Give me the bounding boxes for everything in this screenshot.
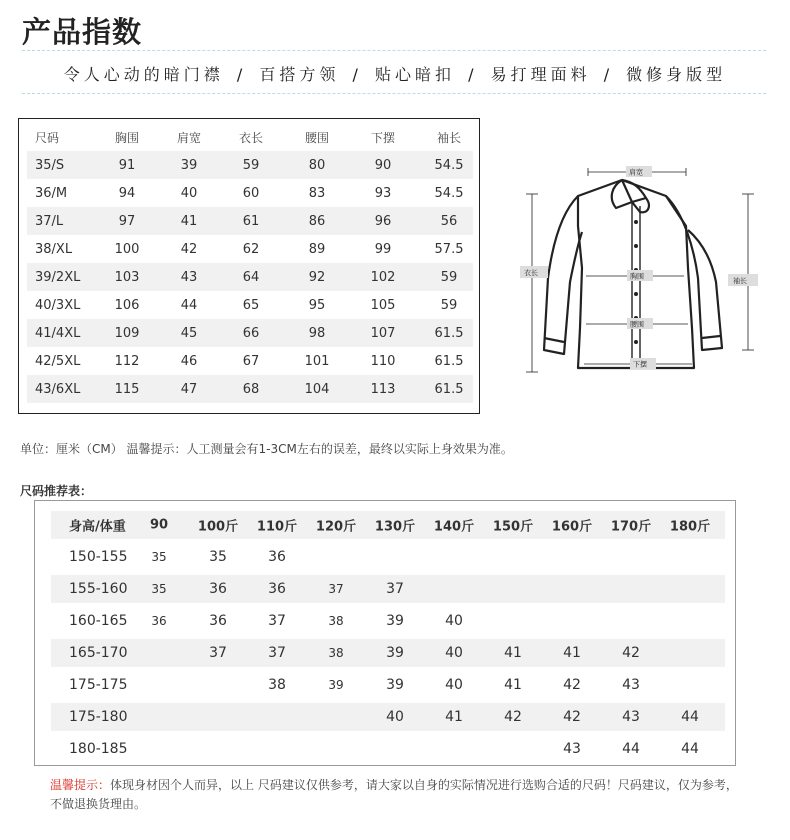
recommendation-cell: 43: [563, 741, 581, 757]
size-table-cell: 61.5: [434, 353, 464, 369]
size-table-cell: 96: [374, 213, 392, 229]
recommendation-cell: 37: [386, 581, 404, 597]
size-table-cell: 105: [370, 297, 396, 313]
size-table-row: [27, 207, 473, 235]
size-table-cell: 80: [308, 157, 326, 173]
slogan-separator: /: [352, 65, 362, 84]
recommendation-cell: 41: [504, 677, 522, 693]
recommendation-cell: 35: [151, 582, 167, 596]
recommendation-header-cell: 170斤: [610, 519, 652, 535]
slogan: [0, 62, 790, 85]
size-table-cell: 66: [242, 325, 260, 341]
recommendation-row: [51, 607, 725, 635]
size-table-cell: 61.5: [434, 325, 464, 341]
size-table-header: [27, 123, 473, 151]
size-table-cell: 37/L: [35, 213, 64, 229]
size-table-cell: 113: [370, 381, 396, 397]
size-table-cell: 83: [308, 185, 326, 201]
slogan-separator: /: [236, 65, 247, 84]
warm-tip-label: 温馨提示：: [50, 778, 111, 792]
recommendation-cell: 40: [445, 677, 463, 693]
size-table-cell: 61: [242, 213, 260, 229]
size-table-cell: 42: [180, 241, 198, 257]
hem-label: 下摆: [633, 360, 647, 369]
size-table-cell: 60: [242, 185, 260, 201]
size-table-cell: 97: [118, 213, 136, 229]
size-table-cell: 40/3XL: [35, 297, 81, 313]
shirt-right-sleeve: [666, 196, 722, 350]
size-table-cell: 46: [180, 353, 198, 369]
recommendation-cell: 43: [622, 677, 640, 693]
size-table-cell: 56: [440, 213, 458, 229]
size-table-cell: 43/6XL: [35, 381, 81, 397]
recommendation-cell: 38: [328, 646, 344, 660]
size-table-cell: 39: [180, 157, 198, 173]
recommendation-title: 尺码推荐表：: [20, 484, 93, 498]
recommendation-row: [51, 703, 725, 731]
recommendation-cell: 44: [681, 741, 699, 757]
length-label: 衣长: [524, 269, 538, 277]
size-table-cell: 35/S: [35, 157, 65, 173]
size-table-cell: 104: [304, 381, 330, 397]
size-table-header-cell: 下摆: [370, 130, 396, 145]
recommendation-cell: 36: [151, 614, 167, 628]
slogan-item: 易打理面料: [490, 65, 591, 84]
size-table-header-cell: 腰围: [304, 130, 330, 145]
size-table-cell: 90: [374, 157, 392, 173]
size-table-cell: 65: [242, 297, 260, 313]
recommendation-cell: 42: [622, 645, 640, 661]
size-table-cell: 57.5: [434, 241, 464, 257]
recommendation-cell: 35: [151, 550, 167, 564]
recommendation-cell: 42: [563, 677, 581, 693]
size-table-row: [27, 235, 473, 263]
recommendation-header-cell: 120斤: [315, 519, 357, 535]
size-table-cell: 41/4XL: [35, 325, 81, 341]
size-table-row: [27, 263, 473, 291]
waist-label: 腰围: [630, 320, 644, 329]
size-table-cell: 102: [370, 269, 396, 285]
size-table-cell: 68: [242, 381, 260, 397]
size-table-cell: 43: [180, 269, 198, 285]
size-table-cell: 61.5: [434, 381, 464, 397]
size-table-cell: 112: [114, 353, 140, 369]
recommendation-header-cell: 90: [149, 517, 169, 533]
recommendation-row: [51, 639, 725, 667]
size-table-cell: 109: [114, 325, 140, 341]
size-table-cell: 106: [114, 297, 140, 313]
recommendation-cell: 39: [386, 677, 404, 693]
size-table-cell: 101: [304, 353, 330, 369]
recommendation-cell: 40: [445, 645, 463, 661]
size-table-cell: 99: [374, 241, 392, 257]
recommendation-cell: 36: [268, 549, 286, 565]
slogan-divider: [22, 93, 766, 94]
recommendation-row: [51, 575, 725, 603]
recommendation-header-cell: 130斤: [374, 519, 416, 535]
slogan-item: 微修身版型: [626, 65, 727, 84]
warm-tip: [50, 776, 740, 814]
size-table-cell: 59: [440, 269, 458, 285]
size-table-cell: 36/M: [35, 185, 68, 201]
recommendation-cell: 44: [622, 741, 640, 757]
size-table-cell: 41: [180, 213, 198, 229]
recommendation-cell: 160-165: [69, 613, 128, 629]
slogan-separator: /: [603, 65, 614, 84]
recommendation-cell: 36: [209, 581, 227, 597]
recommendation-cell: 37: [268, 645, 286, 661]
recommendation-header-cell: 150斤: [492, 519, 534, 535]
recommendation-header-cell: 110斤: [256, 519, 298, 535]
size-table-cell: 59: [242, 157, 260, 173]
size-table-cell: 89: [308, 241, 326, 257]
recommendation-cell: 41: [563, 645, 581, 661]
recommendation-header: [51, 511, 725, 539]
recommendation-cell: 38: [268, 677, 286, 693]
size-table-cell: 39/2XL: [35, 269, 81, 285]
recommendation-cell: 155-160: [69, 581, 128, 597]
size-table-row: [27, 291, 473, 319]
recommendation-cell: 40: [386, 709, 404, 725]
shoulder-label: 肩宽: [629, 168, 643, 177]
size-table-row: [27, 375, 473, 403]
recommendation-cell: 42: [563, 709, 581, 725]
recommendation-row: [51, 735, 725, 763]
recommendation-cell: 43: [622, 709, 640, 725]
size-table-row: [27, 179, 473, 207]
recommendation-cell: 175-180: [69, 709, 128, 725]
recommendation-cell: 37: [328, 582, 344, 596]
size-table-header-cell: 袖长: [436, 130, 462, 145]
warm-tip-text: 体现身材因个人而异，以上 尺码建议仅供参考，请大家以自身的实际情况进行选购合适的尺码！尺码建议，仅为参考，不做退换货理由。: [50, 778, 738, 811]
recommendation-cell: 42: [504, 709, 522, 725]
recommendation-cell: 39: [386, 645, 404, 661]
recommendation-header-cell: 100斤: [197, 519, 239, 535]
recommendation-cell: 36: [209, 613, 227, 629]
recommendation-cell: 35: [209, 549, 227, 565]
recommendation-cell: 44: [681, 709, 699, 725]
recommendation-row: [51, 671, 725, 699]
recommendation-header-cell: 180斤: [669, 519, 711, 535]
recommendation-cell: 39: [328, 678, 344, 692]
shirt-measurement-diagram: [516, 158, 761, 378]
size-table-cell: 98: [308, 325, 326, 341]
size-table-cell: 54.5: [434, 185, 464, 201]
size-table-cell: 44: [180, 297, 198, 313]
size-table-row: [27, 151, 473, 179]
recommendation-header-cell: 身高/体重: [69, 519, 126, 535]
size-table-header-cell: 衣长: [238, 130, 264, 145]
size-table-row: [27, 347, 473, 375]
size-table-cell: 107: [370, 325, 396, 341]
size-table-cell: 64: [242, 269, 260, 285]
size-table-cell: 54.5: [434, 157, 464, 173]
size-table-cell: 93: [374, 185, 392, 201]
recommendation-cell: 41: [445, 709, 463, 725]
size-table-cell: 92: [308, 269, 326, 285]
size-recommendation-table: [34, 500, 736, 766]
size-table-header-cell: 尺码: [35, 130, 60, 145]
slogan-item: 百搭方领: [259, 65, 340, 84]
size-table-cell: 47: [180, 381, 198, 397]
recommendation-cell: 37: [209, 645, 227, 661]
slogan-item: 贴心暗扣: [374, 65, 455, 84]
recommendation-cell: 180-185: [69, 741, 128, 757]
recommendation-header-cell: 160斤: [551, 519, 593, 535]
size-table-cell: 38/XL: [35, 241, 73, 257]
shirt-left-sleeve: [544, 196, 582, 354]
size-table-header-cell: 肩宽: [176, 130, 202, 145]
recommendation-cell: 165-170: [69, 645, 128, 661]
size-table-cell: 103: [114, 269, 140, 285]
recommendation-row: [51, 543, 725, 571]
shirt-collar: [612, 180, 649, 212]
page-title: 产品指数: [22, 15, 143, 49]
size-table-cell: 62: [242, 241, 260, 257]
recommendation-cell: 37: [268, 613, 286, 629]
recommendation-cell: 175-175: [69, 677, 128, 693]
size-table-header-cell: 胸围: [114, 130, 140, 145]
size-table-cell: 45: [180, 325, 198, 341]
recommendation-cell: 38: [328, 614, 344, 628]
size-table-cell: 40: [180, 185, 198, 201]
size-table-cell: 94: [118, 185, 136, 201]
size-table-row: [27, 319, 473, 347]
size-table-cell: 67: [242, 353, 260, 369]
recommendation-cell: 36: [268, 581, 286, 597]
size-table-cell: 100: [114, 241, 140, 257]
size-table-cell: 110: [370, 353, 396, 369]
sleeve-label: 袖长: [733, 277, 747, 285]
unit-note: 单位：厘米（CM） 温馨提示：人工测量会有1-3CM左右的误差，最终以实际上身效果为准。: [20, 442, 513, 456]
size-table-cell: 59: [440, 297, 458, 313]
recommendation-cell: 40: [445, 613, 463, 629]
title-divider: [22, 50, 766, 51]
recommendation-cell: 41: [504, 645, 522, 661]
slogan-item: 令人心动的暗门襟: [63, 65, 224, 84]
slogan-separator: /: [468, 65, 478, 84]
size-table-cell: 115: [114, 381, 140, 397]
recommendation-cell: 39: [386, 613, 404, 629]
size-table: [18, 118, 480, 414]
chest-label: 胸围: [630, 272, 644, 281]
size-table-cell: 91: [118, 157, 136, 173]
recommendation-cell: 150-155: [69, 549, 128, 565]
size-table-cell: 86: [308, 213, 326, 229]
size-table-cell: 95: [308, 297, 326, 313]
recommendation-header-cell: 140斤: [433, 519, 475, 535]
size-table-cell: 42/5XL: [35, 353, 81, 369]
